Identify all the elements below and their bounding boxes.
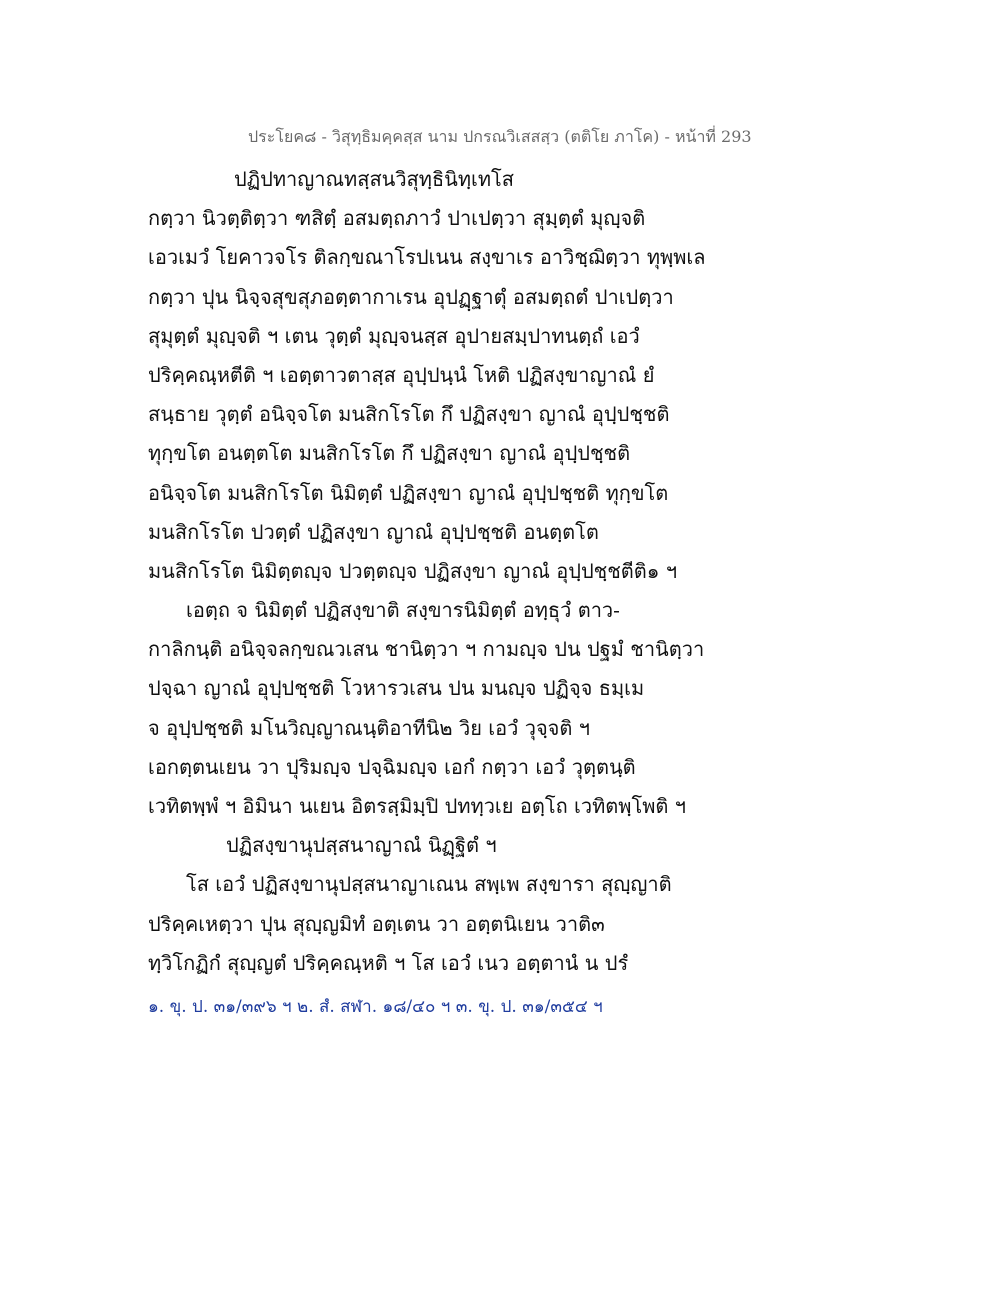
text-line: ปจฺฉา ญาณํ อุปฺปชฺชติ โวหารวเสน ปน มนญฺจ ปฏิจฺจ ธมฺเม bbox=[148, 676, 645, 701]
section-heading: ปฏิปทาญาณทสฺสนวิสุทฺธินิทฺเทโส bbox=[234, 167, 514, 191]
section-end-heading: ปฏิสงฺขานุปสฺสนาญาณํ นิฏฺฐิตํ ฯ bbox=[226, 833, 497, 858]
text-line: ทฺวิโกฏิกํ สุญฺญตํ ปริคฺคณฺหติ ฯ โส เอวํ เนว อตฺตานํ น ปรํ bbox=[148, 950, 629, 975]
text-line: กตฺวา นิวตฺติตฺวา ฑสิตฺํ อสมตฺถภาวํ ปาเปตฺวา สุมฺตฺตํ มุญฺจติ bbox=[148, 206, 646, 231]
body-text bbox=[148, 160, 848, 983]
text-line: เวทิตพฺพํ ฯ อิมินา นเยน อิตรสฺมิมฺปิ ปททฺวเย อตฺโถ เวทิตพฺโพติ ฯ bbox=[148, 794, 686, 818]
footnotes: ๑. ขุ. ป. ๓๑/๓๙๖ ฯ ๒. สํ. สฬา. ๑๘/๔๐ ฯ ๓. ขุ. ป. ๓๑/๓๕๔ ฯ bbox=[148, 997, 603, 1017]
text-line: เอกตฺตนเยน วา ปุริมญฺจ ปจฺฉิมญฺจ เอกํ กตฺวา เอวํ วุตฺตนฺติ bbox=[148, 754, 636, 779]
text-line: สุมุตฺตํ มุญฺจติ ฯ เตน วุตฺตํ มุญฺจนสฺส อุปายสมฺปาทนตฺถํ เอวํ bbox=[148, 323, 640, 348]
text-line: กตฺวา ปุน นิจฺจสุขสุภอตฺตากาเรน อุปฏฺฐาตุํ อสมตฺถตํ ปาเปตฺวา bbox=[148, 284, 674, 309]
text-line: มนสิกโรโต ปวตฺตํ ปฏิสงฺขา ญาณํ อุปฺปชฺชติ อนตฺตโต bbox=[148, 519, 599, 544]
text-line: อนิจฺจโต มนสิกโรโต นิมิตฺตํ ปฏิสงฺขา ญาณํ อุปฺปชฺชติ ทุกฺขโต bbox=[148, 480, 669, 505]
text-line: จ อุปฺปชฺชติ มโนวิญฺญาณนฺติอาทีนิ๒ วิย เอวํ วุจฺจติ ฯ bbox=[148, 715, 590, 740]
text-line: เอวเมวํ โยคาวจโร ติลกฺขณาโรปเนน สงฺขาเร อาวิชฺฌิตฺวา ทุพฺพเล bbox=[148, 245, 706, 270]
running-header: ประโยค๘ - วิสุทฺธิมคฺคสฺส นาม ปกรณวิเสสสฺว (ตติโย ภาโค) - หน้าที่ 293 bbox=[248, 127, 752, 146]
paragraph-start: เอตฺถ จ นิมิตฺตํ ปฏิสงฺขาติ สงฺขารนิมิตฺตํ อทฺธุวํ ตาว- bbox=[186, 598, 620, 623]
text-line: กาลิกนฺติ อนิจฺจลกฺขณวเสน ชานิตฺวา ฯ กามญฺจ ปน ปฐมํ ชานิตฺวา bbox=[148, 637, 705, 662]
paragraph-start: โส เอวํ ปฏิสงฺขานุปสฺสนาญาเณน สพฺเพ สงฺขารา สุญฺญาติ bbox=[186, 872, 672, 897]
text-line: ปริคฺคณฺหตีติ ฯ เอตฺตาวตาสฺส อุปฺปนฺนํ โหติ ปฏิสงฺขาญาณํ ยํ bbox=[148, 362, 655, 387]
text-line: มนสิกโรโต นิมิตฺตญฺจ ปวตฺตญฺจ ปฏิสงฺขา ญาณํ อุปฺปชฺชตีติ๑ ฯ bbox=[148, 558, 678, 583]
text-line: ทุกฺขโต อนตฺตโต มนสิกโรโต กึ ปฏิสงฺขา ญาณํ อุปฺปชฺชติ bbox=[148, 441, 631, 466]
text-line: สนฺธาย วุตฺตํ อนิจฺจโต มนสิกโรโต กึ ปฏิสงฺขา ญาณํ อุปฺปชฺชติ bbox=[148, 402, 670, 427]
text-line: ปริคฺคเหตฺวา ปุน สุญฺญมิทํ อตฺเตน วา อตฺตนิเยน วาติ๓ bbox=[148, 911, 605, 936]
